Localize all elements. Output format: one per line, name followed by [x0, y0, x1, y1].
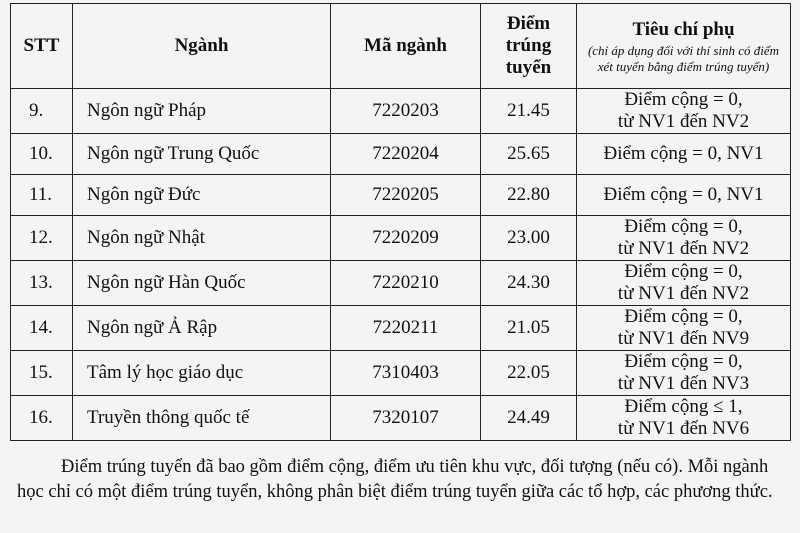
tieu-chi-line1: Điểm cộng ≤ 1,	[624, 396, 743, 417]
cell-nganh: Ngôn ngữ Hàn Quốc	[73, 261, 331, 306]
tieu-chi-line2: từ NV1 đến NV2	[617, 238, 750, 259]
header-diem-line3: tuyển	[505, 57, 552, 78]
cell-stt: 15.	[11, 351, 73, 396]
cell-ma-nganh: 7220210	[331, 261, 481, 306]
cell-tieu-chi	[577, 351, 791, 396]
table-row	[11, 216, 791, 261]
table-row	[11, 261, 791, 306]
cell-ma-nganh: 7220205	[331, 175, 481, 216]
cell-ma-nganh: 7220203	[331, 89, 481, 134]
cell-diem: 25.65	[481, 134, 577, 175]
table-row	[11, 89, 791, 134]
cell-stt: 11.	[11, 175, 73, 216]
table-body	[11, 89, 791, 441]
header-tieu-chi-phu	[577, 4, 791, 89]
cell-tieu-chi	[577, 134, 791, 175]
cell-diem: 21.45	[481, 89, 577, 134]
cell-ma-nganh: 7220209	[331, 216, 481, 261]
cell-diem: 22.80	[481, 175, 577, 216]
header-nganh: Ngành	[73, 4, 331, 89]
header-tieu-chi-title: Tiêu chí phụ	[632, 19, 735, 40]
cell-nganh: Ngôn ngữ Nhật	[73, 216, 331, 261]
header-tieu-chi-sub2: xét tuyển bằng điểm trúng tuyển)	[597, 59, 770, 74]
table-row	[11, 351, 791, 396]
cell-stt: 9.	[11, 89, 73, 134]
tieu-chi-line1: Điểm cộng = 0, NV1	[603, 184, 764, 205]
header-diem-trung-tuyen	[481, 4, 577, 89]
tieu-chi-line2: từ NV1 đến NV2	[617, 111, 750, 132]
header-diem-line1: Điểm	[506, 13, 551, 34]
cell-stt: 12.	[11, 216, 73, 261]
tieu-chi-line2: từ NV1 đến NV3	[617, 373, 750, 394]
tieu-chi-line1: Điểm cộng = 0,	[624, 216, 743, 237]
cell-ma-nganh: 7220211	[331, 306, 481, 351]
admission-score-table	[10, 3, 791, 441]
cell-nganh: Ngôn ngữ Đức	[73, 175, 331, 216]
tieu-chi-line1: Điểm cộng = 0, NV1	[603, 143, 764, 164]
header-tieu-chi-sub1: (chỉ áp dụng đối với thí sinh có điểm	[587, 43, 780, 58]
header-ma-nganh: Mã ngành	[331, 4, 481, 89]
header-diem-line2: trúng	[505, 35, 552, 56]
table-row	[11, 134, 791, 175]
cell-tieu-chi	[577, 396, 791, 441]
tieu-chi-line1: Điểm cộng = 0,	[624, 351, 743, 372]
tieu-chi-line1: Điểm cộng = 0,	[624, 306, 743, 327]
table-row	[11, 306, 791, 351]
cell-tieu-chi	[577, 261, 791, 306]
header-row	[11, 4, 791, 89]
tieu-chi-line2: từ NV1 đến NV6	[617, 418, 750, 439]
footnote: Điểm trúng tuyển đã bao gồm điểm cộng, điểm ưu tiên khu vực, đối tượng (nếu có). Mỗi ngành học chỉ có một điểm trúng tuyển, không phân biệt điểm trúng tuyển giữa các tổ hợp, các phương thức.	[17, 457, 773, 502]
tieu-chi-line1: Điểm cộng = 0,	[624, 89, 743, 110]
tieu-chi-line1: Điểm cộng = 0,	[624, 261, 743, 282]
cell-nganh: Ngôn ngữ Trung Quốc	[73, 134, 331, 175]
cell-tieu-chi	[577, 89, 791, 134]
cell-diem: 24.30	[481, 261, 577, 306]
cell-nganh: Truyền thông quốc tế	[73, 396, 331, 441]
cell-stt: 13.	[11, 261, 73, 306]
cell-tieu-chi	[577, 216, 791, 261]
table-row	[11, 396, 791, 441]
cell-diem: 21.05	[481, 306, 577, 351]
cell-ma-nganh: 7320107	[331, 396, 481, 441]
cell-ma-nganh: 7220204	[331, 134, 481, 175]
cell-nganh: Ngôn ngữ Ả Rập	[73, 306, 331, 351]
cell-nganh: Tâm lý học giáo dục	[73, 351, 331, 396]
header-stt: STT	[11, 4, 73, 89]
cell-diem: 23.00	[481, 216, 577, 261]
cell-stt: 14.	[11, 306, 73, 351]
cell-stt: 16.	[11, 396, 73, 441]
cell-tieu-chi	[577, 306, 791, 351]
table-row	[11, 175, 791, 216]
cell-diem: 24.49	[481, 396, 577, 441]
cell-stt: 10.	[11, 134, 73, 175]
tieu-chi-line2: từ NV1 đến NV9	[617, 328, 750, 349]
cell-nganh: Ngôn ngữ Pháp	[73, 89, 331, 134]
cell-tieu-chi	[577, 175, 791, 216]
cell-diem: 22.05	[481, 351, 577, 396]
cell-ma-nganh: 7310403	[331, 351, 481, 396]
tieu-chi-line2: từ NV1 đến NV2	[617, 283, 750, 304]
